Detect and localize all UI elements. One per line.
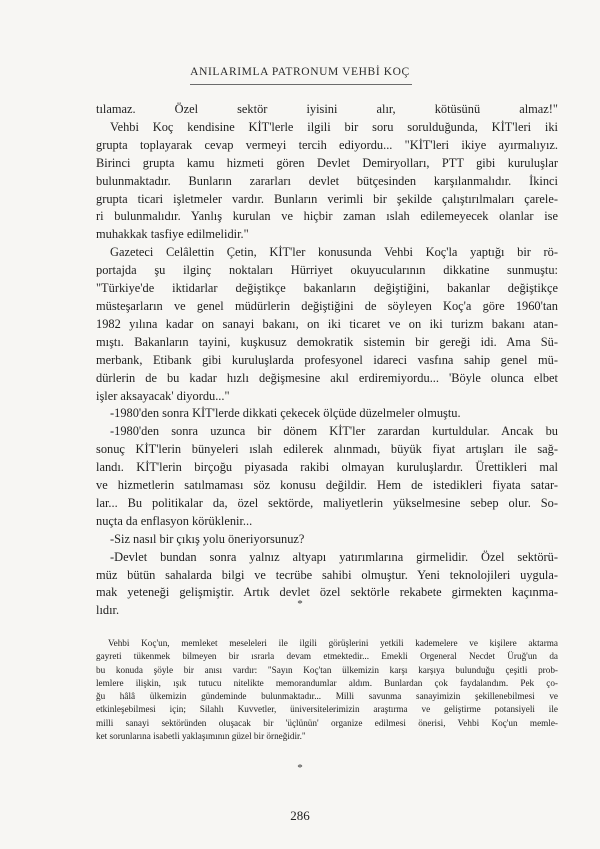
body-line: müsteşarların ve genel müdürlerin değiştiğini de söyleyen Koç'a göre 1960'tan: [96, 298, 558, 313]
footnote-line: Vehbi Koç'un, memleket meseleleri ile ilgili görüşlerini yetkili kademelere ve kişilere aktarma: [108, 638, 558, 648]
body-line: merbank, Etibank gibi kuruluşlarda profesyonel idareci vasfına sahip genel mü-: [96, 352, 558, 367]
body-line: ri bulunmalıdır. Yanlış kurulan ve hiçbir zaman ıslah edilemeyecek olanlar ise: [96, 209, 558, 224]
footnote-block: [96, 637, 558, 743]
footnote-line: ket sorunlarına isabetli yaklaşımının güzel bir örneğidir.": [96, 731, 306, 742]
body-line: işler aksayacak' diyordu...": [96, 388, 230, 403]
body-line: 1982 yılına kadar on sanayi bakanı, on iki ticaret ve on iki turizm bakanı atan-: [96, 316, 558, 331]
body-line: grupta ticari işletmeler vardır. Bunların verimli bir şekilde çalıştırılmaları çarele-: [96, 191, 558, 206]
body-line: landı. KİT'lerin birçoğu piyasada rakibi olmayan kuruluşlardır. Ürettikleri mal: [96, 460, 558, 475]
body-line: ve hizmetlerin satılmaması söz konusu değildir. Hem de istedikleri fiyata satar-: [96, 478, 558, 493]
footnote-line: lemlere ilişkin, ışık tutucu nitelikte memorandumlar aldım. Bunlardan çok faydalandım. Pek ço-: [96, 677, 558, 688]
body-line: dürlerin de bu kadar hızlı değişmesine akıl erdiremiyordu... 'Böyle olunca elbet: [96, 370, 558, 385]
body-line: -1980'den sonra KİT'lerde dikkati çekecek ölçüde düzelmeler olmuştu.: [110, 406, 461, 421]
body-line: müz bütün sahalarda bilgi ve tecrübe sahibi olmuştur. Yeni teknolojileri uygula-: [96, 567, 558, 582]
body-line: Birinci grupta kamu hizmeti gören Devlet Demiryolları, PTT gibi kuruluşlar: [96, 155, 558, 170]
footnote-line: etkinleşebilmesi için; Silahlı Kuvvetler, üniversitelerimizin araştırma ve geliştirme potansiyeli ile: [96, 704, 558, 715]
body-line: tılamaz. Özel sektör iyisini alır, kötüsünü almaz!": [96, 102, 558, 116]
running-header-title: ANILARIMLA PATRONUM VEHBİ KOÇ: [190, 66, 410, 78]
footnote-line: gayreti tükenmek bilmeyen bir ısrarla devam etmektedir... Emekli Orgeneral Necdet Üruğ'un da: [96, 651, 558, 662]
header-rule: [190, 84, 412, 85]
body-line: muhakkak tasfiye edilmelidir.": [96, 227, 249, 242]
body-line: grupta toplayarak cevap vermeyi tercih ediyordu... "KİT'leri ikiye ayırmalıyız.: [96, 137, 558, 152]
footnote-separator: *: [297, 762, 303, 774]
body-line: -Siz nasıl bir çıkış yolu öneriyorsunuz?: [110, 531, 305, 546]
body-line: bulunmaktadır. Bunların zararları devlet bütçesinden karşılanmalıdır. İkinci: [96, 173, 558, 188]
body-line: sonuç KİT'lerin bünyeleri ıslah edilerek alınmadı, büyük fiyat artışları ile sağ-: [96, 442, 558, 457]
body-line: Vehbi Koç kendisine KİT'lerle ilgili bir soru sorulduğunda, KİT'leri iki: [110, 119, 558, 134]
section-separator: *: [297, 598, 303, 610]
footnote-line: bu konuda şöyle bir anısı vardır: "Sayın Koç'tan ülkemizin karşı karşıya bulunduğu çeşitli prob-: [96, 664, 558, 675]
body-line: mıştı. Bakanların tayini, kuşkusuz demokratik sistemin bir gereği idi. Ama Sü-: [96, 334, 558, 349]
footnote-line: milli sanayi sektöründen oluşacak bir 'üçlünün' organize edilmesi önerisi, Vehbi Koç'un memle-: [96, 717, 558, 728]
body-line: nuçta da enflasyon körüklenir...: [96, 513, 253, 528]
body-line: Gazeteci Celâlettin Çetin, KİT'ler konusunda Vehbi Koç'la yaptığı bir rö-: [110, 245, 558, 260]
body-text: [96, 101, 558, 620]
body-line: lar... Bu politikalar da, özel sektörde, maliyetlerin yükselmesine sebep olur. So-: [96, 495, 558, 510]
body-line: mak yeteneği gelişmiştir. Artık devlet özel sektörle rekabete girmekten kaçınma-: [96, 585, 558, 600]
body-line: portajda şu ilginç noktaları Hürriyet okuyucularının dikkatine sunmuştu:: [96, 263, 558, 278]
body-line: -1980'den sonra uzunca bir dönem KİT'ler zarardan kurtuldular. Ancak bu: [110, 424, 558, 439]
body-line: lıdır.: [96, 603, 120, 618]
body-line: -Devlet bundan sonra yalnız altyapı yatırımlarına girmelidir. Özel sektörü-: [110, 549, 558, 564]
body-line: "Türkiye'de iktidarlar değiştikçe bakanların değiştiğini, bakanlar değiştikçe: [96, 281, 558, 296]
page-number: 286: [290, 808, 310, 823]
footnote-line: ğu hâlâ ülkemizin gündeminde bulunmaktadır... Milli savunma sanayimizin şekillenebilmesi ve: [96, 691, 558, 702]
